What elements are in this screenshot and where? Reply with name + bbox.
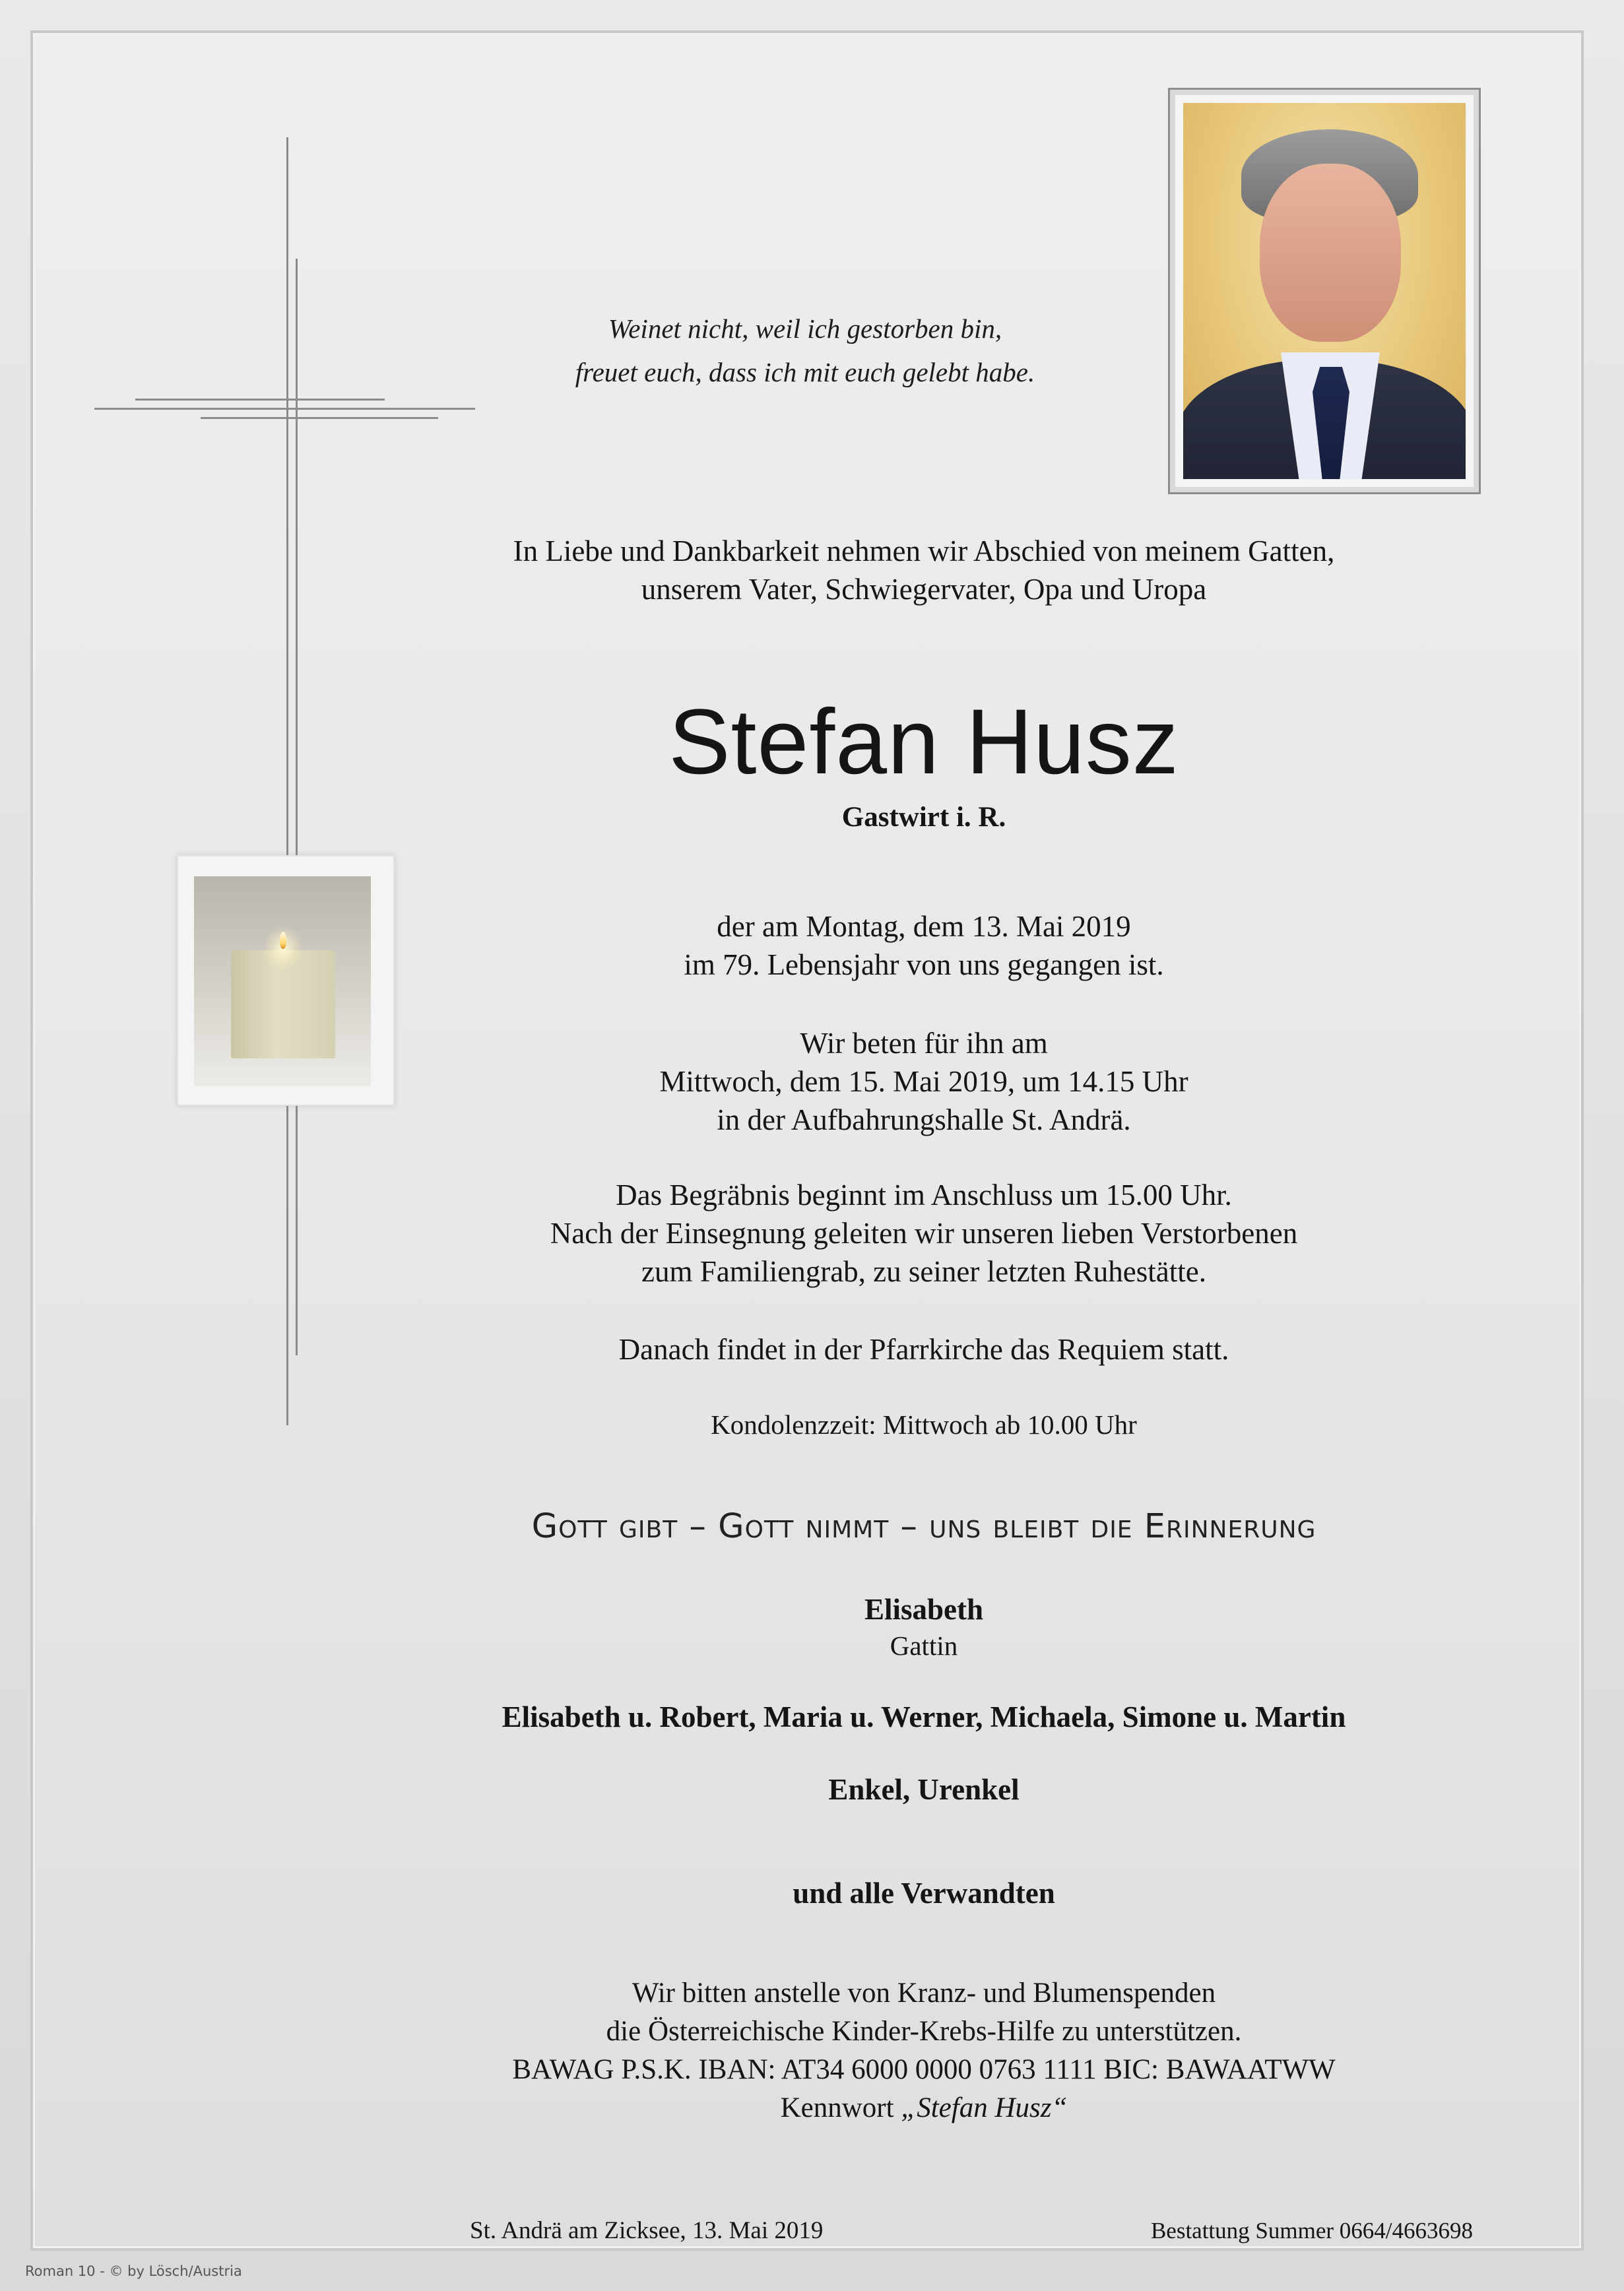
quote-line-2: freuet euch, dass ich mit euch gelebt habe. — [575, 357, 1035, 387]
motto: Gott gibt – Gott nimmt – uns bleibt die Erinnerung — [531, 1507, 1316, 1546]
donation-line-1: Wir bitten anstelle von Kranz- und Blumenspenden — [632, 1978, 1216, 2009]
prayer-line-2: Mittwoch, dem 15. Mai 2019, um 14.15 Uhr — [659, 1065, 1188, 1098]
candle-icon — [177, 855, 395, 1106]
undertaker-contact: Bestattung Summer 0664/4663698 — [1150, 2218, 1473, 2243]
burial-info — [370, 1176, 1478, 1291]
template-credit: Roman 10 - © by Lösch/Austria — [25, 2263, 242, 2279]
quote-line-1: Weinet nicht, weil ich gestorben bin, — [608, 313, 1002, 344]
prayer-line-1: Wir beten für ihn am — [800, 1027, 1048, 1060]
bank-details: BAWAG P.S.K. IBAN: AT34 6000 0000 0763 1111 BIC: BAWAATWW — [512, 2054, 1336, 2085]
place-date: St. Andrä am Zicksee, 13. Mai 2019 — [470, 2217, 824, 2244]
condolence-time: Kondolenzzeit: Mittwoch ab 10.00 Uhr — [711, 1409, 1137, 1440]
requiem-info: Danach findet in der Pfarrkirche das Requiem statt. — [618, 1333, 1229, 1366]
donation-keyword — [356, 2089, 1491, 2127]
keyword-value: „Stefan Husz“ — [901, 2092, 1068, 2123]
prayer-info — [462, 1024, 1386, 1139]
intro-text — [370, 532, 1478, 608]
deceased-title: Gastwirt i. R. — [841, 802, 1006, 833]
quote — [462, 307, 1148, 394]
death-info — [462, 907, 1386, 984]
grandchildren: Enkel, Urenkel — [828, 1773, 1020, 1806]
donation-line-2: die Österreichische Kinder-Krebs-Hilfe zu unterstützen. — [606, 2016, 1242, 2047]
donation-request — [356, 1974, 1491, 2127]
relatives: und alle Verwandten — [793, 1877, 1055, 1910]
deceased-name: Stefan Husz — [668, 690, 1179, 793]
intro-line-2: unserem Vater, Schwiegervater, Opa und Uropa — [641, 573, 1207, 606]
spouse-role: Gattin — [890, 1630, 958, 1661]
spouse-name: Elisabeth — [864, 1593, 984, 1626]
death-line-2: im 79. Lebensjahr von uns gegangen ist. — [684, 948, 1164, 981]
portrait-photo — [1168, 88, 1481, 494]
intro-line-1: In Liebe und Dankbarkeit nehmen wir Abschied von meinem Gatten, — [513, 534, 1335, 567]
death-line-1: der am Montag, dem 13. Mai 2019 — [717, 910, 1131, 943]
children-list: Elisabeth u. Robert, Maria u. Werner, Michaela, Simone u. Martin — [502, 1700, 1346, 1733]
keyword-label: Kennwort — [780, 2092, 901, 2123]
burial-line-1: Das Begräbnis beginnt im Anschluss um 15.00 Uhr. — [616, 1178, 1232, 1211]
prayer-line-3: in der Aufbahrungshalle St. Andrä. — [717, 1103, 1131, 1136]
burial-line-2: Nach der Einsegnung geleiten wir unseren lieben Verstorbenen — [550, 1217, 1298, 1250]
burial-line-3: zum Familiengrab, zu seiner letzten Ruhestätte. — [641, 1255, 1206, 1288]
